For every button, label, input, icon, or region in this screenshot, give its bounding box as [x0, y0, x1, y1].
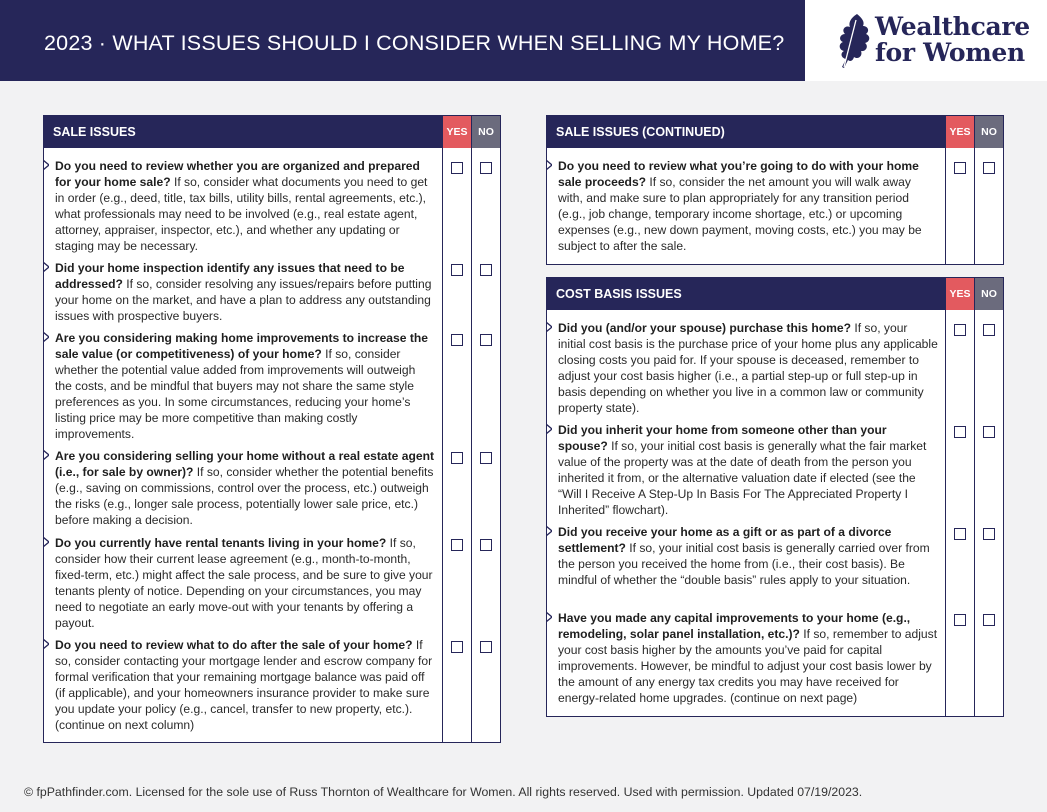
- question-text: Did you inherit your home from someone other than your spouse?: [558, 423, 887, 453]
- answer-text: If so, your initial cost basis is generally what the fair market value of the property was at the date of death from the person you inherited it from, or the alternative valuation date if elected (see the “Will I Receive A Step-Up In Basis For The Appreciated Property I Inherited” flowchart).: [558, 439, 927, 517]
- no-checkbox[interactable]: [480, 264, 492, 276]
- no-checkbox[interactable]: [480, 162, 492, 174]
- yes-column-header: YES: [946, 278, 974, 310]
- caret-right-icon: [546, 160, 552, 170]
- table-title: SALE ISSUES (CONTINUED): [556, 125, 725, 139]
- no-column-header: NO: [975, 116, 1003, 148]
- caret-right-icon: [546, 612, 552, 622]
- no-checkbox[interactable]: [983, 324, 995, 336]
- sale-issues-table: [43, 115, 501, 743]
- yes-checkbox[interactable]: [954, 614, 966, 626]
- answer-text: If so, consider whether the potential benefits (e.g., saving on commissions, control over the process, etc.) outweigh the risks (e.g., longer sale process, potentially lower sale price, etc.) before making a decision.: [55, 465, 434, 527]
- yes-checkbox[interactable]: [451, 641, 463, 653]
- logo-line-1: Wealthcare: [875, 12, 1030, 41]
- sale-issues-continued-table: [546, 115, 1004, 265]
- caret-right-icon: [546, 322, 552, 332]
- no-column-header: NO: [975, 278, 1003, 310]
- brand-logo: [805, 0, 1047, 81]
- yes-checkbox[interactable]: [954, 528, 966, 540]
- no-checkbox[interactable]: [983, 528, 995, 540]
- caret-right-icon: [43, 262, 49, 272]
- no-column-header: NO: [472, 116, 500, 148]
- column-divider: [442, 148, 443, 742]
- yes-column-header: YES: [443, 116, 471, 148]
- question-text: Did your home inspection identify any issues that need to be addressed?: [55, 261, 405, 291]
- answer-text: If so, consider resolving any issues/repairs before putting your home on the market, and have a plan to address any outstanding issues with prospective buyers.: [55, 277, 432, 323]
- yes-checkbox[interactable]: [451, 264, 463, 276]
- table-header: [44, 116, 500, 148]
- yes-checkbox[interactable]: [451, 334, 463, 346]
- answer-text: If so, consider the net amount you will walk away with, and make sure to plan appropriately for any transition period (e.g., job change, temporary income shortage, etc.) or upcoming expenses (e.g., new down payment, moving costs, etc.) you may be subject to after the sale.: [558, 175, 922, 253]
- page-header: [0, 0, 805, 81]
- column-divider: [945, 310, 946, 716]
- answer-text: If so, consider how their current lease agreement (e.g., month-to-month, fixed-term, etc.) might affect the sale process, and be sure to give your tenants plenty of notice. Depending on your circumstances, you may need to negotiate an early move-out with your tenants by offering a payout.: [55, 536, 433, 630]
- no-checkbox[interactable]: [480, 452, 492, 464]
- column-divider: [974, 310, 975, 716]
- no-checkbox[interactable]: [983, 614, 995, 626]
- question-text: Are you considering selling your home without a real estate agent (i.e., for sale by owner)?: [55, 449, 435, 479]
- table-title: COST BASIS ISSUES: [556, 287, 682, 301]
- question-text: Are you considering making home improvements to increase the sale value (or competitiveness) of your home?: [55, 331, 428, 361]
- no-checkbox[interactable]: [480, 539, 492, 551]
- no-checkbox[interactable]: [480, 334, 492, 346]
- table-header: [547, 116, 1003, 148]
- question-text: Do you need to review what to do after the sale of your home?: [55, 638, 413, 652]
- yes-checkbox[interactable]: [954, 426, 966, 438]
- cost-basis-issues-table: [546, 277, 1004, 717]
- oak-leaf-icon: [835, 12, 873, 70]
- yes-checkbox[interactable]: [451, 162, 463, 174]
- question-text: Do you currently have rental tenants living in your home?: [55, 536, 387, 550]
- table-header: [547, 278, 1003, 310]
- yes-checkbox[interactable]: [451, 539, 463, 551]
- question-text: Did you receive your home as a gift or as part of a divorce settlement?: [558, 525, 892, 555]
- answer-text: If so, remember to adjust your cost basis higher by the amounts you’ve paid for capital improvements. However, be mindful to adjust your cost basis lower by the amount of any energy tax credits you may have received for energy-related home upgrades. (continue on next page): [558, 627, 938, 705]
- question-text: Have you made any capital improvements to your home (e.g., remodeling, solar panel installation, etc.)?: [558, 611, 911, 641]
- caret-right-icon: [546, 526, 552, 536]
- question-text: Do you need to review what you’re going to do with your home sale proceeds?: [558, 159, 919, 189]
- answer-text: If so, consider what documents you need to get in order (e.g., deed, title, tax bills, utility bills, rental agreements, etc.), what professionals may need to be involved (e.g., real estate agent, attorney, appraiser, inspector, etc.), and whether any updating or staging may be necessary.: [55, 175, 428, 253]
- question-text: Did you (and/or your spouse) purchase this home?: [558, 321, 851, 335]
- no-checkbox[interactable]: [983, 426, 995, 438]
- logo-line-2: for Women: [875, 38, 1025, 67]
- answer-text: If so, your initial cost basis is generally carried over from the person you received the home from (i.e., their cost basis). Be mindful of whether the “double basis” rules apply to your situation.: [558, 541, 930, 587]
- no-checkbox[interactable]: [983, 162, 995, 174]
- answer-text: If so, consider contacting your mortgage lender and escrow company for formal verification that your remaining mortgage balance was paid off (if applicable), and your homeowners insurance provider to make sure you update your policy (e.g., cancel, transfer to new property, etc.). (continue on next column): [55, 638, 433, 732]
- column-divider: [974, 148, 975, 264]
- copyright-footer: © fpPathfinder.com. Licensed for the sole use of Russ Thornton of Wealthcare for Women. All rights reserved. Used with permission. Updated 07/19/2023.: [24, 785, 863, 799]
- no-checkbox[interactable]: [480, 641, 492, 653]
- caret-right-icon: [546, 424, 552, 434]
- caret-right-icon: [43, 450, 49, 460]
- caret-right-icon: [43, 537, 49, 547]
- table-title: SALE ISSUES: [53, 125, 136, 139]
- column-divider: [471, 148, 472, 742]
- answer-text: If so, your initial cost basis is the purchase price of your home plus any applicable closing costs you paid for. If your spouse is deceased, remember to adjust your cost basis higher (i.e., a partial step-up or full step-up in basis depending on whether you live in a common law or community property state).: [558, 321, 938, 415]
- yes-checkbox[interactable]: [954, 162, 966, 174]
- page-title: 2023 · WHAT ISSUES SHOULD I CONSIDER WHEN SELLING MY HOME?: [44, 31, 785, 55]
- column-divider: [945, 148, 946, 264]
- caret-right-icon: [43, 160, 49, 170]
- yes-column-header: YES: [946, 116, 974, 148]
- yes-checkbox[interactable]: [451, 452, 463, 464]
- answer-text: If so, consider whether the potential value added from improvements will outweigh the costs, and be mindful that buyers may not share the same style preferences as you. In some circumstances, reducing your home’s listing price may be more competitive than making costly improvements.: [55, 347, 416, 441]
- caret-right-icon: [43, 639, 49, 649]
- logo-wordmark: [875, 14, 1030, 66]
- yes-checkbox[interactable]: [954, 324, 966, 336]
- caret-right-icon: [43, 332, 49, 342]
- question-text: Do you need to review whether you are organized and prepared for your home sale?: [55, 159, 420, 189]
